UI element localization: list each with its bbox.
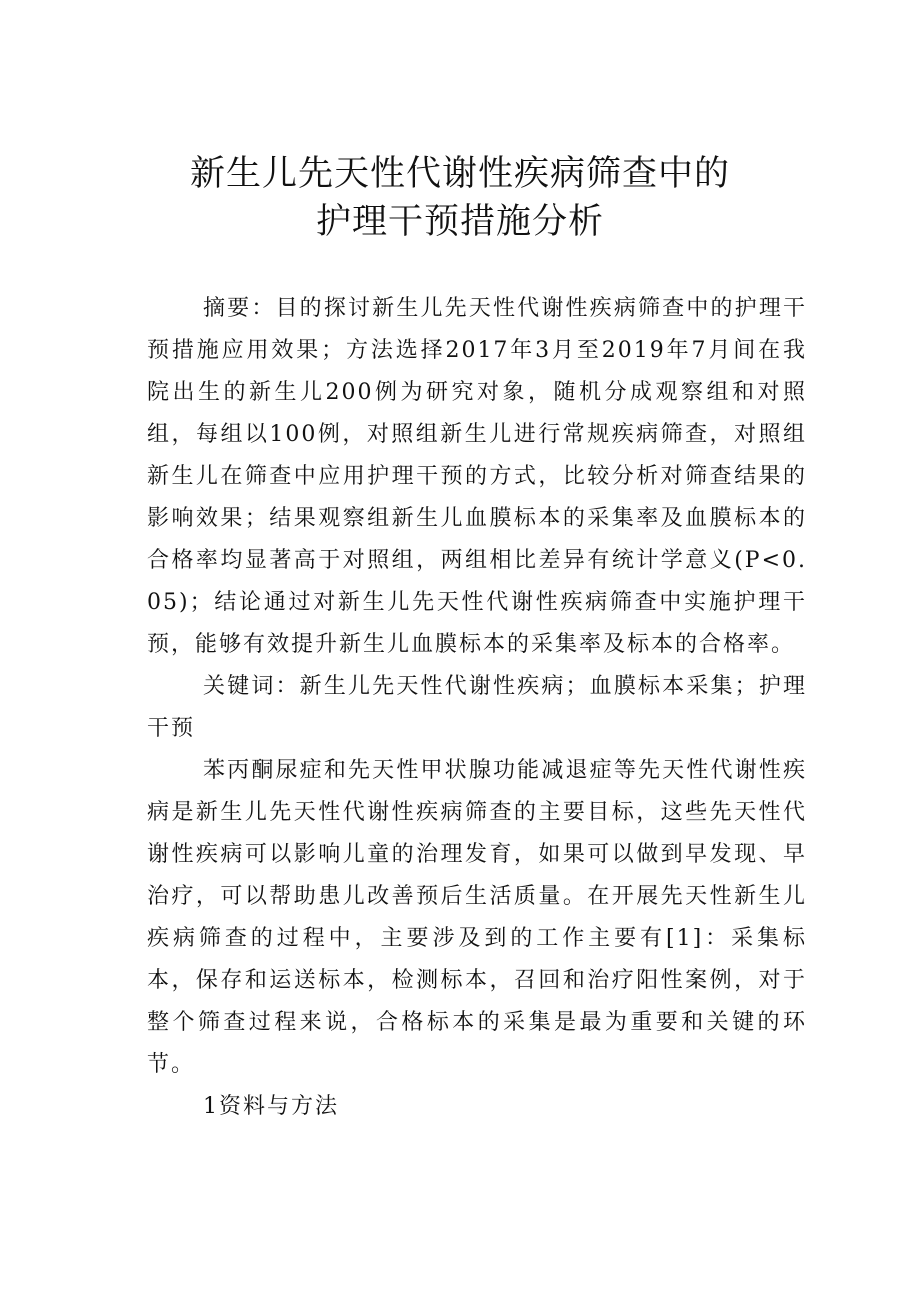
title-line-2: 护理干预措施分析 <box>315 202 604 242</box>
intro-paragraph: 苯丙酮尿症和先天性甲状腺功能减退症等先天性代谢性疾病是新生儿先天性代谢性疾病筛查的主要目标，这些先天性代谢性疾病可以影响儿童的治理发育，如果可以做到早发现、早治疗，可以帮助患儿改善预后生活质量。在开展先天性新生儿疾病筛查的过程中，主要涉及到的工作主要有[1]：采集标本，保存和运送标本，检测标本，召回和治疗阳性案例，对于整个筛查过程来说，合格标本的采集是最为重要和关键的环节。 <box>147 758 807 1077</box>
document-title <box>0 150 920 246</box>
title-line-1: 新生儿先天性代谢性疾病筛查中的 <box>189 154 730 194</box>
abstract-paragraph: 摘要：目的探讨新生儿先天性代谢性疾病筛查中的护理干预措施应用效果；方法选择2017年3月至2019年7月间在我院出生的新生儿200例为研究对象，随机分成观察组和对照组，每组以100例，对照组新生儿进行常规疾病筛查，对照组新生儿在筛查中应用护理干预的方式，比较分析对筛查结果的影响效果；结果观察组新生儿血膜标本的采集率及血膜标本的合格率均显著高于对照组，两组相比差异有统计学意义(P<0.05)；结论通过对新生儿先天性代谢性疾病筛查中实施护理干预，能够有效提升新生儿血膜标本的采集率及标本的合格率。 <box>147 296 807 657</box>
keywords-paragraph: 关键词：新生儿先天性代谢性疾病；血膜标本采集；护理干预 <box>147 674 807 741</box>
section-heading: 1资料与方法 <box>203 1094 339 1119</box>
document-body <box>147 288 807 1128</box>
